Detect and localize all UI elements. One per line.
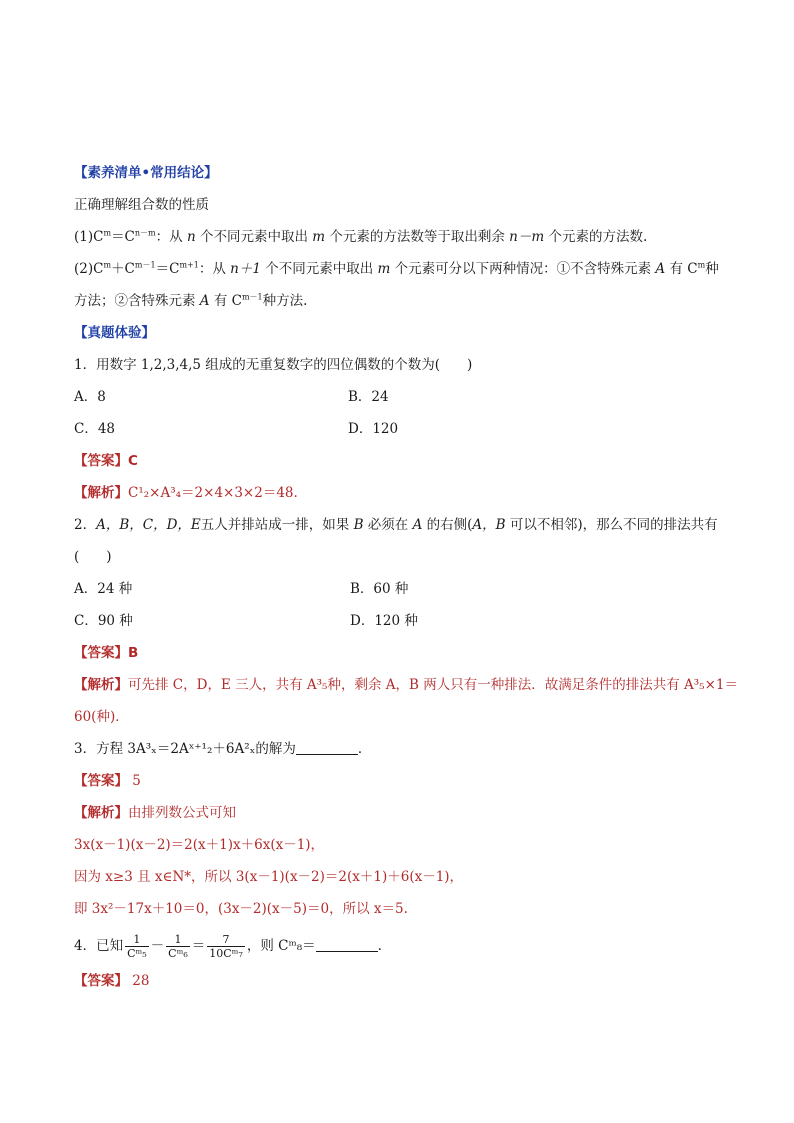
q4-answer: 【答案】 28 bbox=[74, 973, 150, 989]
q2-option-b: B．60 种 bbox=[350, 581, 409, 597]
q2-explanation-line-1: 【解析】可先排 C，D，E 三人，共有 A³₅种，剩余 A，B 两人只有一种排法．故满足条件的排法共有 A³₅×1＝ bbox=[74, 677, 738, 693]
question-4-stem: 4．已知 $\frac{1}{\text{Cᵐ₅}}$ － $\frac{1}{\text{Cᵐ₆}}$ ＝ $\frac{7}{\text{10Cᵐ₇}}$ ，则 Cᵐ₈＝ . bbox=[74, 933, 382, 960]
q2-explanation-line-2: 60(种)． bbox=[74, 709, 129, 725]
answer-blank bbox=[316, 939, 378, 952]
section-heading-practice: 【真题体验】 bbox=[74, 325, 155, 341]
question-2-stem: 2．A，B，C，D，E五人并排站成一排，如果 B 必须在 A 的右侧(A，B 可以不相邻)，那么不同的排法共有 bbox=[74, 517, 718, 533]
q1-answer: 【答案】C bbox=[74, 453, 138, 469]
q3-step-3: 即 3x²－17x＋10＝0，(3x－2)(x－5)＝0，所以 x＝5. bbox=[74, 901, 408, 917]
q2-option-a: A．24 种 bbox=[74, 581, 133, 597]
fraction-3: $\frac{7}{\text{10Cᵐ₇}}$ bbox=[209, 933, 243, 960]
section-subtitle: 正确理解组合数的性质 bbox=[74, 197, 209, 213]
q1-explanation: 【解析】C¹₂×A³₄＝2×4×3×2＝48. bbox=[74, 485, 298, 501]
fraction-1: $\frac{1}{\text{Cᵐ₅}}$ bbox=[127, 933, 147, 960]
property-2-line-1: $(2)C^m+C^{m-1}=C^{m+1}$：从 n＋1 个不同元素中取出 m 个元素可分以下两种情况：①不含特殊元素 A 有 $C^m$种 bbox=[74, 260, 719, 277]
q1-option-b: B．24 bbox=[348, 389, 389, 405]
property-1: $(1)C^m=C^{n-m}$：从 n 个不同元素中取出 m 个元素的方法数等于取出剩余 n－m 个元素的方法数. bbox=[74, 228, 648, 245]
property-2-line-2: 方法；②含特殊元素 A 有 $C^{m-1}$种方法. bbox=[74, 292, 308, 309]
q2-option-c: C．90 种 bbox=[74, 613, 133, 629]
question-1-stem: 1．用数字 1,2,3,4,5 组成的无重复数字的四位偶数的个数为( ) bbox=[74, 357, 473, 373]
q3-answer: 【答案】 5 bbox=[74, 773, 141, 789]
q3-step-2: 因为 x≥3 且 x∈N*，所以 3(x－1)(x－2)＝2(x＋1)＋6(x－1)， bbox=[74, 869, 464, 885]
question-2-paren: ( ) bbox=[74, 549, 112, 565]
section-heading-summary: 【素养清单•常用结论】 bbox=[74, 165, 218, 181]
q2-option-d: D．120 种 bbox=[350, 613, 418, 629]
q1-option-c: C．48 bbox=[74, 421, 116, 437]
q3-explanation: 【解析】由排列数公式可知 bbox=[74, 805, 236, 821]
q3-step-1: 3x(x－1)(x－2)＝2(x＋1)x＋6x(x－1)， bbox=[74, 837, 325, 853]
fraction-2: $\frac{1}{\text{Cᵐ₆}}$ bbox=[168, 933, 188, 960]
q1-option-d: D．120 bbox=[348, 421, 399, 437]
question-3-stem: 3．方程 3A³ₓ＝2Aˣ⁺¹₂＋6A²ₓ的解为 ． bbox=[74, 741, 372, 757]
q2-answer: 【答案】B bbox=[74, 645, 139, 661]
answer-blank bbox=[296, 742, 358, 755]
q1-option-a: A．8 bbox=[74, 389, 106, 405]
